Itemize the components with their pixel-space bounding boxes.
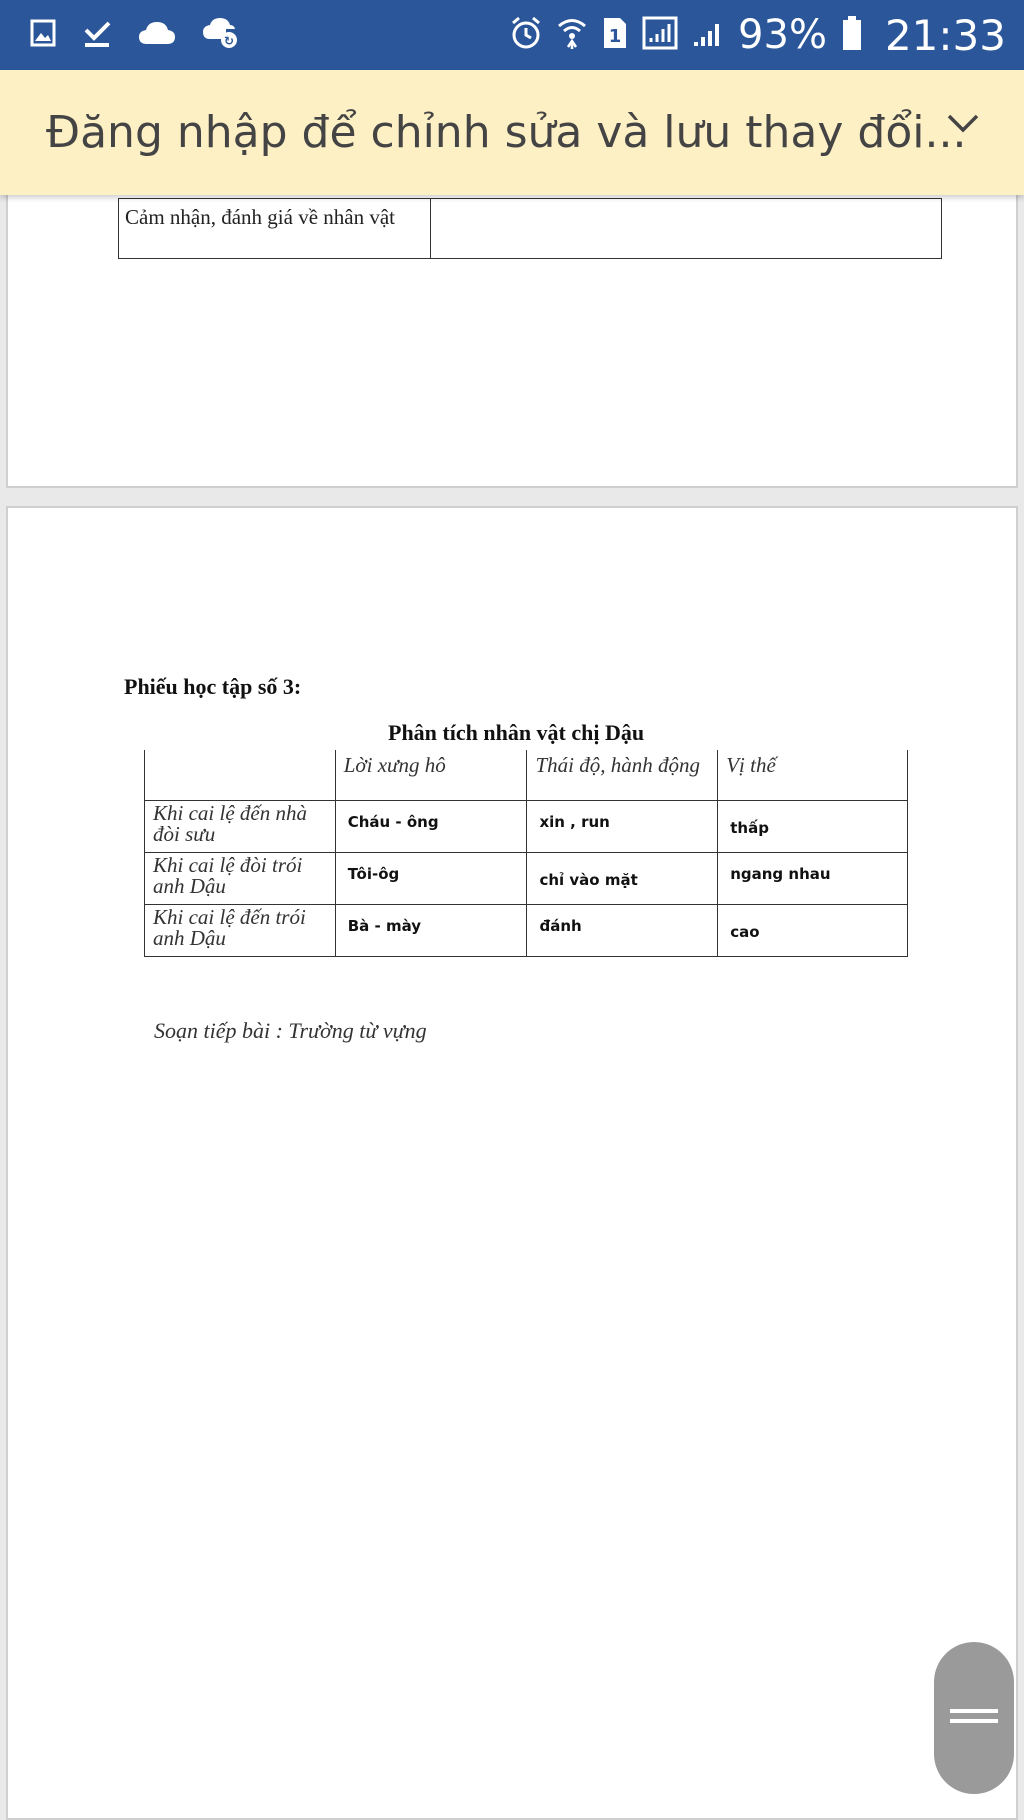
download-done-icon <box>82 18 112 53</box>
table-row <box>119 199 942 259</box>
chevron-down-icon[interactable] <box>946 112 980 139</box>
table-cell: xin , run <box>527 800 718 852</box>
sign-in-banner[interactable] <box>0 70 1024 195</box>
cloud-icon <box>138 20 176 51</box>
row-label: Khi cai lệ đến trói anh Dậu <box>145 904 336 956</box>
table-row <box>145 800 908 852</box>
row-label: Khi cai lệ đòi trói anh Dậu <box>145 852 336 904</box>
table-cell: Tôi-ôg <box>335 852 527 904</box>
battery-icon <box>841 15 863 55</box>
svg-text:↻: ↻ <box>223 33 235 48</box>
banner-text: Đăng nhập để chỉnh sửa và lưu thay đổi... <box>46 107 967 158</box>
table-cell: ngang nhau <box>718 852 908 904</box>
sheet-title: Phiếu học tập số 3: <box>124 674 302 699</box>
alarm-icon <box>510 16 542 54</box>
table-cell: chỉ vào mặt <box>527 852 718 904</box>
document-page-1 <box>6 160 1018 488</box>
gallery-icon <box>30 18 56 53</box>
sim-icon <box>602 16 628 54</box>
table-cell <box>431 199 942 259</box>
signal-icon <box>642 16 678 54</box>
table-cell: thấp <box>718 800 908 852</box>
cloud-sync-icon <box>202 17 238 54</box>
table-cell: Cảm nhận, đánh giá về nhân vật <box>119 199 431 259</box>
signal-icon <box>692 18 724 52</box>
column-header: Thái độ, hành động <box>527 750 718 800</box>
analysis-table <box>144 750 908 957</box>
previous-table <box>118 198 942 259</box>
table-cell: Cháu - ông <box>335 800 527 852</box>
table-header-row <box>145 750 908 800</box>
status-bar <box>0 0 1024 70</box>
table-title: Phân tích nhân vật chị Dậu <box>388 720 645 745</box>
table-row <box>145 852 908 904</box>
svg-text:1: 1 <box>608 26 622 47</box>
battery-percent: 93% <box>738 12 827 58</box>
column-header: Lời xưng hô <box>335 750 527 800</box>
table-cell: Bà - mày <box>335 904 527 956</box>
clock: 21:33 <box>884 10 1006 60</box>
table-cell: đánh <box>527 904 718 956</box>
wifi-icon <box>556 16 588 54</box>
grip-icon <box>948 1701 1000 1736</box>
table-cell: cao <box>718 904 908 956</box>
column-header: Vị thế <box>718 750 908 800</box>
row-label: Khi cai lệ đến nhà đòi sưu <box>145 800 336 852</box>
table-row <box>145 904 908 956</box>
scroll-handle[interactable] <box>934 1642 1014 1794</box>
column-header <box>145 750 336 800</box>
document-page-2 <box>6 506 1018 1820</box>
footer-note: Soạn tiếp bài : Trường từ vựng <box>154 1018 427 1043</box>
